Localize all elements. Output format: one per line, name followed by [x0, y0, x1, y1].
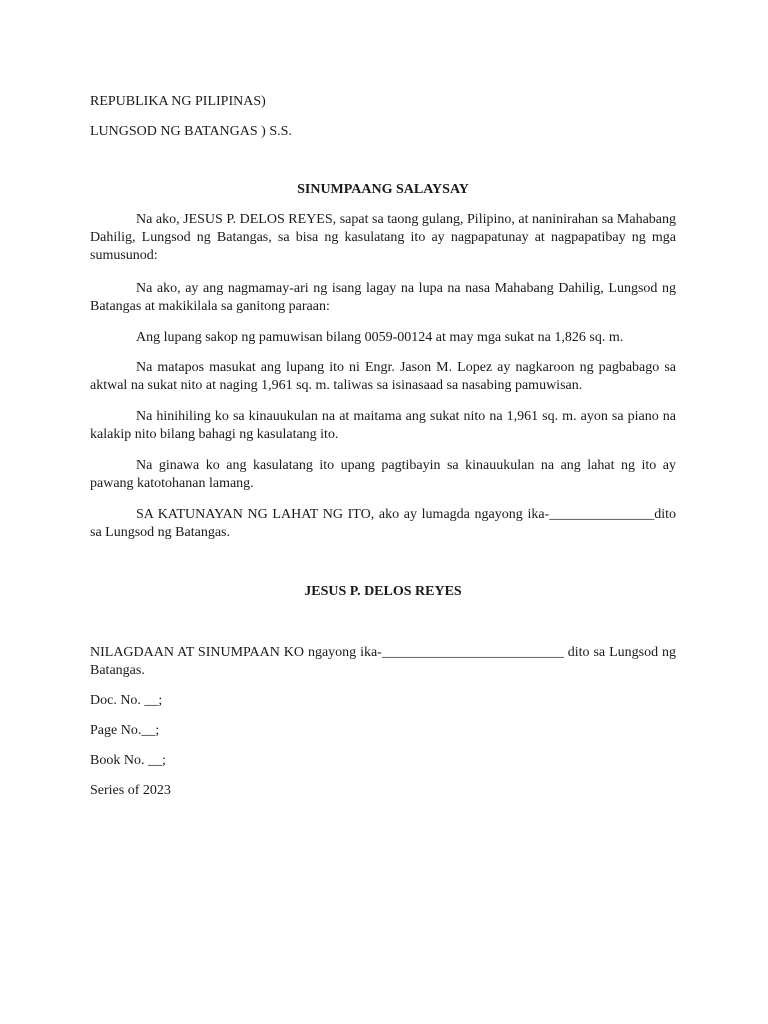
document-title: SINUMPAANG SALAYSAY	[297, 182, 469, 197]
paragraph-attestation: SA KATUNAYAN NG LAHAT NG ITO, ako ay lumagda ngayong ika-_______________dito sa Lungsod ng Batangas.	[90, 507, 676, 540]
paragraph-intro: Na ako, JESUS P. DELOS REYES, sapat sa taong gulang, Pilipino, at naninirahan sa Mahabang Dahilig, Lungsod ng Batangas, sa bisa ng kasulatang ito ay nagpapatunay at nagpapatibay ng mga sumusunod:	[90, 212, 676, 263]
paragraph-request: Na hinihiling ko sa kinauukulan na at maitama ang sukat nito na 1,961 sq. m. ayon sa piano na kalakip nito bilang bahagi ng kasulatang ito.	[90, 409, 676, 442]
header-city: LUNGSOD NG BATANGAS ) S.S.	[90, 124, 292, 139]
paragraph-ownership: Na ako, ay ang nagmamay-ari ng isang lagay na lupa na nasa Mahabang Dahilig, Lungsod ng Batangas at makikilala sa ganitong paraan:	[90, 281, 676, 314]
paragraph-survey: Na matapos masukat ang lupang ito ni Engr. Jason M. Lopez ay nagkaroon ng pagbabago sa aktwal na sukat nito at naging 1,961 sq. m. taliwas sa isinasaad sa nasabing pamuwisan.	[90, 360, 676, 393]
doc-number: Doc. No. __;	[90, 693, 163, 708]
signatory-name: JESUS P. DELOS REYES	[304, 584, 462, 599]
jurat-text: NILAGDAAN AT SINUMPAAN KO ngayong ika-__________________________ dito sa Lungsod ng Batangas.	[90, 645, 676, 678]
paragraph-tax-declaration: Ang lupang sakop ng pamuwisan bilang 0059-00124 at may mga sukat na 1,826 sq. m.	[136, 330, 624, 345]
paragraph-purpose: Na ginawa ko ang kasulatang ito upang pagtibayin sa kinauukulan na ang lahat ng ito ay pawang katotohanan lamang.	[90, 458, 676, 491]
series-year: Series of 2023	[90, 783, 171, 798]
header-republic: REPUBLIKA NG PILIPINAS)	[90, 94, 266, 109]
page-number: Page No.__;	[90, 723, 160, 738]
book-number: Book No. __;	[90, 753, 166, 768]
